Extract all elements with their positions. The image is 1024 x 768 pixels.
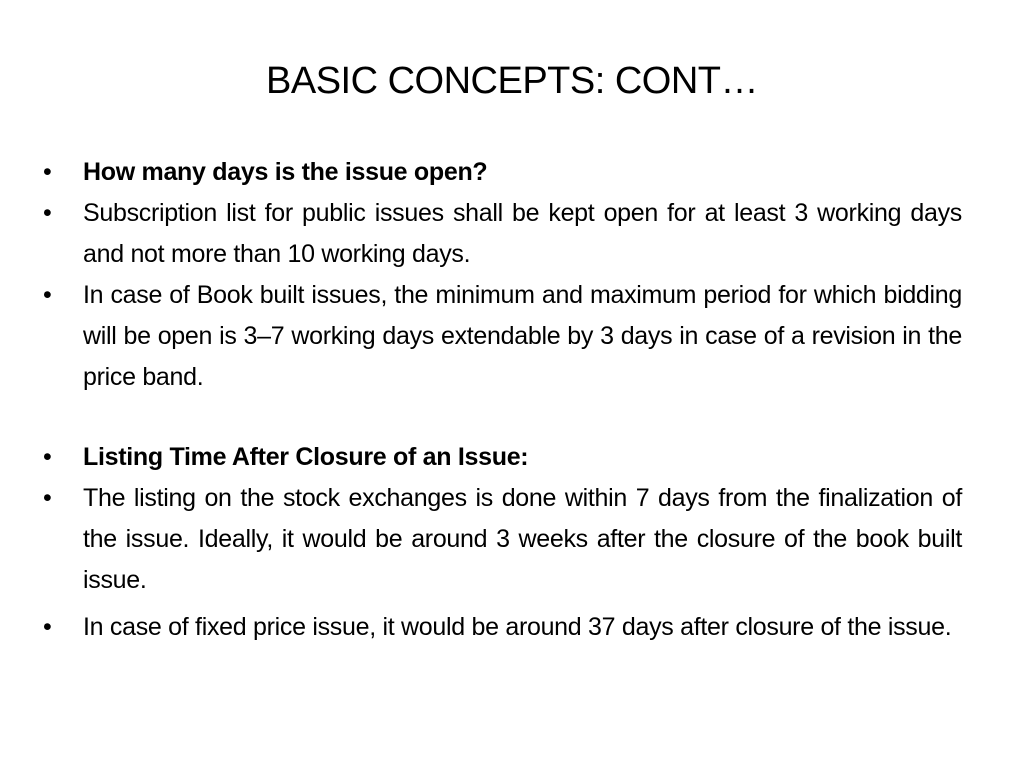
bullet-dot-icon: • [43, 443, 52, 471]
bullet-text: In case of Book built issues, the minimum and maximum period for which bidding will be open is 3–7 working days extendable by 3 days in case of a revision in the price band. [83, 281, 962, 391]
bullet-dot-icon: • [43, 484, 52, 512]
bullet-text: The listing on the stock exchanges is done within 7 days from the finalization of the issue. Ideally, it would be around 3 weeks after the closure of the book built issue. [83, 484, 962, 594]
bullet-listing-stock-exchanges [40, 478, 962, 601]
bullet-subscription-list [40, 193, 962, 275]
bullet-text: Subscription list for public issues shall be kept open for at least 3 working days and not more than 10 working days. [83, 199, 962, 268]
bullet-text: How many days is the issue open? [83, 158, 488, 186]
slide-content [40, 152, 962, 648]
bullet-listing-time-heading [40, 437, 962, 478]
bullet-dot-icon: • [43, 199, 52, 227]
bullet-text: Listing Time After Closure of an Issue: [83, 443, 529, 471]
bullet-dot-icon: • [43, 281, 52, 309]
slide-title: BASIC CONCEPTS: CONT… [266, 60, 758, 102]
bullet-dot-icon: • [43, 613, 52, 641]
bullet-question-days-open [40, 152, 962, 193]
bullet-book-built-issues [40, 275, 962, 398]
bullet-fixed-price-issue [40, 607, 962, 648]
bullet-list [40, 152, 962, 648]
bullet-text: In case of fixed price issue, it would be around 37 days after closure of the issue. [83, 613, 952, 641]
bullet-dot-icon: • [43, 158, 52, 186]
